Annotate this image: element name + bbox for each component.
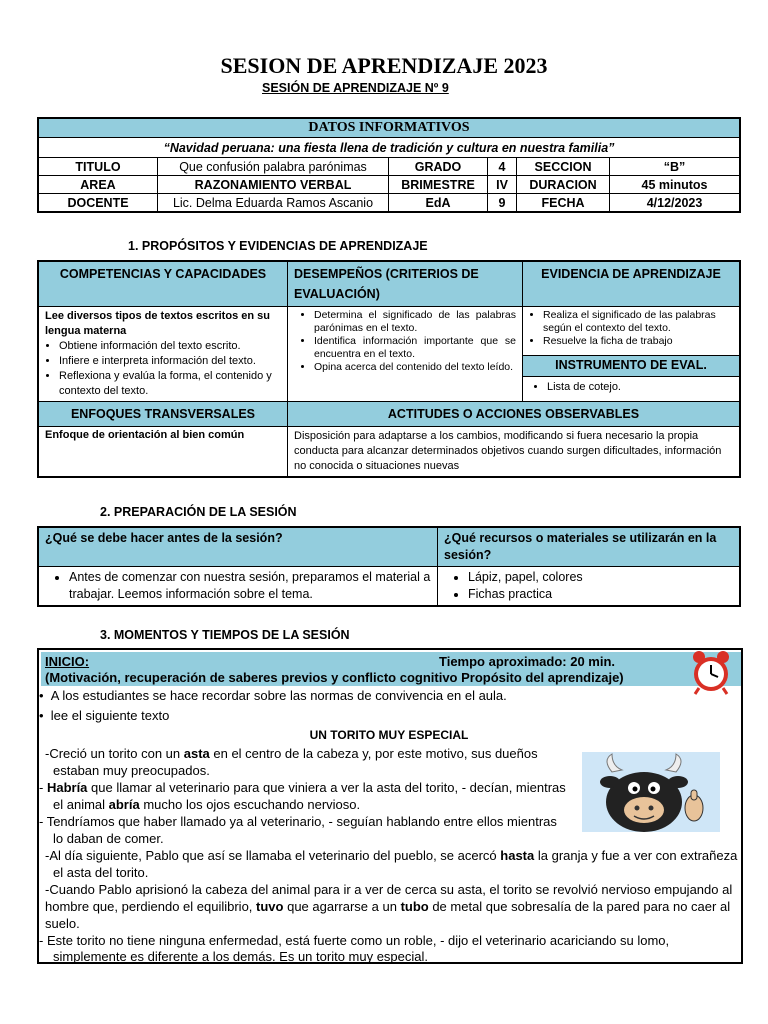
story-line: - Este torito no tiene ninguna enfermedad, está fuerte como un roble, - dijo el veterinario acariciando su lomo, [39,933,670,948]
list-item: • Antes de comenzar con nuestra sesión, preparamos el material a trabajar. Leemos información sobre el tema. [69,569,431,603]
col-head-competencias: COMPETENCIAS Y CAPACIDADES [38,261,288,307]
story-line: el animal abría mucho los ojos escuchando nervioso. [53,797,361,812]
col-head-enfoques: ENFOQUES TRANSVERSALES [38,402,288,427]
cell: DOCENTE [38,194,158,213]
cell: FECHA [517,194,610,213]
story-line: hombre que, perdiendo el equilibrio, tuvo que agarrarse a un tubo de metal que sobresalía de la pared para no caer al [45,899,731,914]
cell: “B” [610,158,741,176]
list-item: • Determina el significado de las palabras parónimas en el texto. [314,309,516,335]
cell: 45 minutos [610,176,741,194]
propositos-table [37,260,741,478]
list-item: • Lápiz, papel, colores [468,569,733,586]
enfoque-text: Enfoque de orientación al bien común [38,427,288,478]
bullet-text: A los estudiantes se hace recordar sobre las normas de convivencia en el aula. [50,688,507,703]
story-line: - Tendríamos que haber llamado ya al veterinario, - seguían hablando entre ellos mientras [39,814,557,829]
actitud-text: Disposición para adaptarse a los cambios, modificando si fuera necesario la propia conducta para alcanzar determinados objetivos cuando surgen dificultades, información no conocida o situaciones nuevas [288,427,741,478]
story-line: simplemente es diferente a los demás. Es un torito muy especial. [53,949,429,964]
story-line: - Habría que llamar al veterinario para que viniera a ver la asta del torito, - decían, mientras [39,780,566,795]
section3-heading: 3. MOMENTOS Y TIEMPOS DE LA SESIÓN [100,628,350,642]
list-item: • Identifica información importante que se encuentra en el texto. [314,335,516,361]
list-item: • Fichas practica [468,586,733,603]
datos-theme: “Navidad peruana: una fiesta llena de tradición y cultura en nuestra familia” [38,138,740,158]
cell: Que confusión palabra parónimas [158,158,389,176]
col-head-evidencia: EVIDENCIA DE APRENDIZAJE [523,261,741,307]
preparacion-table [37,526,741,607]
section1-heading: 1. PROPÓSITOS Y EVIDENCIAS DE APRENDIZAJE [128,239,428,253]
story-line: el asta del torito. [53,865,149,880]
cell: 4/12/2023 [610,194,741,213]
cell: GRADO [389,158,488,176]
table-row [38,158,740,176]
cell: EdA [389,194,488,213]
cell: 4 [488,158,517,176]
alarm-clock-icon [689,648,733,696]
col-head-antes: ¿Qué se debe hacer antes de la sesión? [38,527,438,567]
cell: AREA [38,176,158,194]
cell: SECCION [517,158,610,176]
cell: DURACION [517,176,610,194]
bull-cartoon-image [582,752,720,832]
story-line: suelo. [45,916,80,931]
cell: BRIMESTRE [389,176,488,194]
story-line: estaban muy preocupados. [53,763,210,778]
competencia-text: Lee diversos tipos de textos escritos en su lengua materna [45,310,270,337]
list-item: • Reflexiona y evalúa la forma, el contenido y contexto del texto. [59,369,281,399]
momentos-box [37,648,743,964]
list-item: • Obtiene información del texto escrito. [59,339,281,354]
cell: TITULO [38,158,158,176]
list-item: • Infiere e interpreta información del texto. [59,354,281,369]
bullet-line: • lee el siguiente texto [39,708,170,723]
datos-informativos-table [37,117,741,213]
bullet-line: • A los estudiantes se hace recordar sobre las normas de convivencia en el aula. [39,688,507,703]
bullet-text: lee el siguiente texto [50,708,170,723]
col-head-actitudes: ACTITUDES O ACCIONES OBSERVABLES [288,402,741,427]
cell: 9 [488,194,517,213]
col-head-recursos: ¿Qué recursos o materiales se utilizarán en la sesión? [438,527,741,567]
story-line: -Creció un torito con un asta en el centro de la cabeza y, por este motivo, sus dueños [45,746,538,761]
list-item: • Lista de cotejo. [547,381,733,393]
instrumento-heading: INSTRUMENTO DE EVAL. [523,355,741,376]
story-line: -Cuando Pablo aprisionó la cabeza del animal para ir a ver de cerca su asta, el torito se revolvió nervioso empujando al [45,882,733,897]
page-title: SESION DE APRENDIZAJE 2023 [220,53,548,78]
inicio-label: INICIO: [45,654,90,669]
cell: IV [488,176,517,194]
datos-heading: DATOS INFORMATIVOS [38,118,740,138]
section2-heading: 2. PREPARACIÓN DE LA SESIÓN [100,505,297,519]
list-item: • Resuelve la ficha de trabajo [543,335,733,348]
inicio-header [41,652,741,686]
motivacion-label: (Motivación, recuperación de saberes previos y conflicto cognitivo Propósito del aprendizaje) [45,670,624,685]
story-line: -Al día siguiente, Pablo que así se llamaba el veterinario del pueblo, se acercó hasta la granja y fue a ver con extrañeza [45,848,738,863]
list-item: • Realiza el significado de las palabras según el contexto del texto. [543,309,733,335]
page-subtitle: SESIÓN DE APRENDIZAJE Nº 9 [262,81,449,95]
cell: Lic. Delma Eduarda Ramos Ascanio [158,194,389,213]
col-head-desempenos: DESEMPEÑOS (CRITERIOS DE EVALUACIÓN) [288,261,523,307]
story-line: lo daban de comer. [53,831,164,846]
cell: RAZONAMIENTO VERBAL [158,176,389,194]
table-row [38,176,740,194]
table-row [38,194,740,213]
list-item: • Opina acerca del contenido del texto leído. [314,361,516,374]
tiempo-label: Tiempo aproximado: 20 min. [439,654,616,669]
story-title: UN TORITO MUY ESPECIAL [309,728,469,742]
